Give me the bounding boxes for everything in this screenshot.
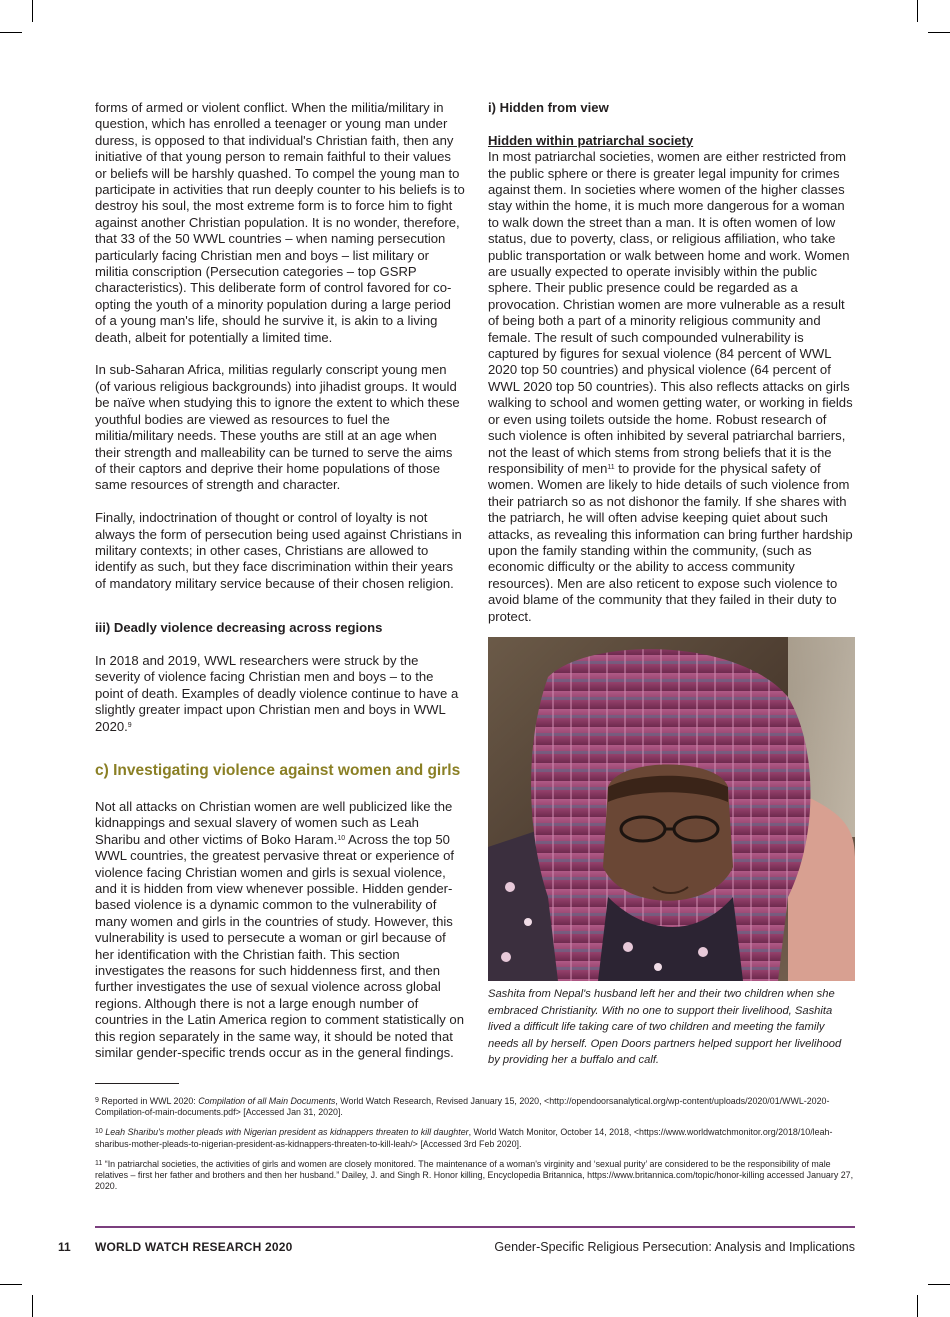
- photo-illustration: [488, 637, 855, 981]
- footnote-ref[interactable]: 9: [127, 721, 132, 729]
- footnotes: [95, 1096, 855, 1201]
- footnote-divider: [95, 1083, 179, 1084]
- subheading-patriarchal-society: Hidden within patriarchal society: [488, 132, 694, 148]
- crop-mark: [917, 0, 918, 22]
- body-paragraph: forms of armed or violent conflict. When the militia/military in question, which has enrolled a teenager or young man under duress, is opposed to that individual's Christian faith, then any initiative of that young person to remain faithful to their values or beliefs will be harshly quashed. To compel the young man to participate in activities that run deeply counter to his beliefs is to destroy his soul, the most extreme form is to force him to fight against another Christian population. It is no wonder, therefore, that 33 of the 50 WWL countries – when naming persecution particularly facing Christian men and boys – list military or militia conscription (Persecution categories – top GSRP characteristics). This deliberate form of control favored for co-opting the youth of a minority population during a large period of a young man's life, should he survive it, is akin to a living death, albeit for potentially a limited time.: [95, 100, 465, 345]
- document-title: Gender-Specific Religious Persecution: Analysis and Implications: [494, 1240, 855, 1254]
- crop-mark: [32, 1295, 33, 1317]
- right-column: [488, 100, 856, 641]
- crop-mark: [0, 1284, 22, 1285]
- footer-divider: [95, 1226, 855, 1228]
- body-paragraph: In most patriarchal societies, women are either restricted from the public sphere or there is greater legal impunity for crimes against them. In societies where women of the higher classes stay within the home, it is much more dangerous for a woman to walk down the street than a man. It is often women of low status, due to poverty, class, or religious affiliation, who take public transportation or walk between home and work. Women are usually expected to operate invisibly within the public sphere. Their public presence could be regarded as a provocation. Christian women are more vulnerable as a result of being both a part of a minority religious community and female. The result of such compounded vulnerability is captured by figures for sexual violence (84 percent of WWL 2020 top 50 countries) and physical violence (64 percent of WWL 2020 top 50 countries). This also reflects attacks on girls walking to school and women getting water, or working in fields or even using toilets outside the home. Robust research of such violence is often inhibited by several patriarchal barriers, not the least of which stems from strong beliefs that it is the responsibility of men$^{11}$ to provide for the physical safety of women. Women are likely to hide details of such violence from their patriarch so as not dishonor the family. If she shares with the patriarch, he will often advise keeping quiet about such attacks, as revealing this information can bring further hardship upon the family standing within the community, (such as economic difficulty or the ability to access community resources). Men are also reticent to expose such violence to avoid blame of the community that they failed in their duty to protect.: [488, 149, 853, 624]
- left-column: [95, 100, 465, 1078]
- body-paragraph: In 2018 and 2019, WWL researchers were struck by the severity of violence facing Christian men and boys – to the point of death. Examples of deadly violence continue to have a slightly greater impact upon Christian men and boys in WWL 2020.$^9$: [95, 652, 459, 734]
- photo-woman-in-headscarf: [488, 637, 855, 981]
- crop-mark: [928, 32, 950, 33]
- publication-title: WORLD WATCH RESEARCH 2020: [95, 1240, 293, 1254]
- footnote-ref[interactable]: 10: [337, 834, 346, 842]
- footnote-10: $^{10}$ Leah Sharibu's mother pleads with Nigerian president as kidnappers threaten to kill daughter, World Watch Monitor, October 14, 2018, <https://www.worldwatchmonitor.org/2018/10/leah-sharibus-mother-pleads-to-nigerian-president-as-kidnappers-threaten-to-kill-leah/> [Accessed 3rd Feb 2020].: [95, 1127, 833, 1149]
- footnote-link[interactable]: , World Watch Monitor, October 14, 2018, <https://www.worldwatchmonitor.org/2018/10/leah-sharibus-mother-pleads-to-nigerian-president-as-kidnappers-threaten-to-kill-leah/> [Accessed 3rd Feb 2020].: [95, 1127, 833, 1149]
- body-paragraph: In sub-Saharan Africa, militias regularly conscript young men (of various religious backgrounds) into jihadist groups. It would be naïve when studying this to ignore the extent to which these youthful bodies are viewed as resources to fuel the militia/military needs. These youths are still at an age when their strength and malleability can be turned to serve the aims of their captors and deprive their home populations of those same resources of strength and character.: [95, 362, 460, 493]
- footnote-link[interactable]: , World Watch Research, Revised January 15, 2020, <http://opendoorsanalytical.org/wp-content/uploads/2020/01/WWL-2020-Compilation-of-main-documents.pdf> [Accessed Jan 31, 2020].: [95, 1096, 830, 1118]
- footnote-link[interactable]: “In patriarchal societies, the activities of girls and women are closely monitored. The maintenance of a woman's virginity and ‘sexual purity’ are considered to be the responsibility of male relatives – first her father and brothers and then her husband.” Dailey, J. and Singh R. Honor killing, Encyclopedia Britannica, https://www.britannica.com/topic/honor-killing accessed January 27, 2020.: [95, 1158, 854, 1192]
- subheading-deadly-violence: iii) Deadly violence decreasing across regions: [95, 620, 383, 636]
- crop-mark: [0, 32, 22, 33]
- page-number: 11: [58, 1240, 71, 1254]
- crop-mark: [928, 1284, 950, 1285]
- footnote-ref[interactable]: 11: [607, 463, 615, 471]
- crop-mark: [32, 0, 33, 22]
- photo-caption: Sashita from Nepal's husband left her and their two children when she embraced Christianity. With no one to support their livelihood, Sashita lived a difficult life taking care of two children and meeting the family needs all by herself. Open Doors partners helped support her livelihood by providing her a buffalo and calf.: [488, 988, 842, 1066]
- body-paragraph: Not all attacks on Christian women are well publicized like the kidnappings and sexual slavery of women such as Leah Sharibu and other victims of Boko Haram.$^{10}$ Across the top 50 WWL countries, the greatest pervasive threat or experience of violence facing Christian women and girls is sexual violence, and it is hidden from view whenever possible. Hidden gender-based violence is a dynamic common to the vulnerability of many women and girls in the countries of study. However, this vulnerability is used to persecute a woman or girl because of her identification with the Christian faith. This section investigates the reasons for such hiddenness first, and then further investigates the use of sexual violence across global regions. Although there is not a large enough number of countries in the Latin America region to comment statistically on this region separately in the same way, it should be noted that similar gender-specific trends occur as in the general findings.: [95, 798, 464, 1061]
- subheading-hidden-from-view: i) Hidden from view: [488, 100, 609, 115]
- body-paragraph: Finally, indoctrination of thought or control of loyalty is not always the form of persecution being used against Christians in military contexts; in other cases, Christians are allowed to identify as such, but they face discrimination within their years of mandatory military service because of their chosen religion.: [95, 510, 462, 591]
- crop-mark: [917, 1295, 918, 1317]
- footnote-11: $^{11}$ “In patriarchal societies, the activities of girls and women are closely monitored. The maintenance of a woman's virginity and ‘sexual purity’ are considered to be the responsibility of male relatives – first her father and brothers and then her husband.” Dailey, J. and Singh R. Honor killing, Encyclopedia Britannica, https://www.britannica.com/topic/honor-killing accessed January 27, 2020.: [95, 1158, 854, 1192]
- footnote-9: $^9$ Reported in WWL 2020: Compilation of all Main Documents, World Watch Research, Revised January 15, 2020, <http://opendoorsanalytical.org/wp-content/uploads/2020/01/WWL-2020-Compilation-of-main-documents.pdf> [Accessed Jan 31, 2020].: [95, 1096, 830, 1118]
- section-heading: c) Investigating violence against women and girls: [95, 761, 461, 779]
